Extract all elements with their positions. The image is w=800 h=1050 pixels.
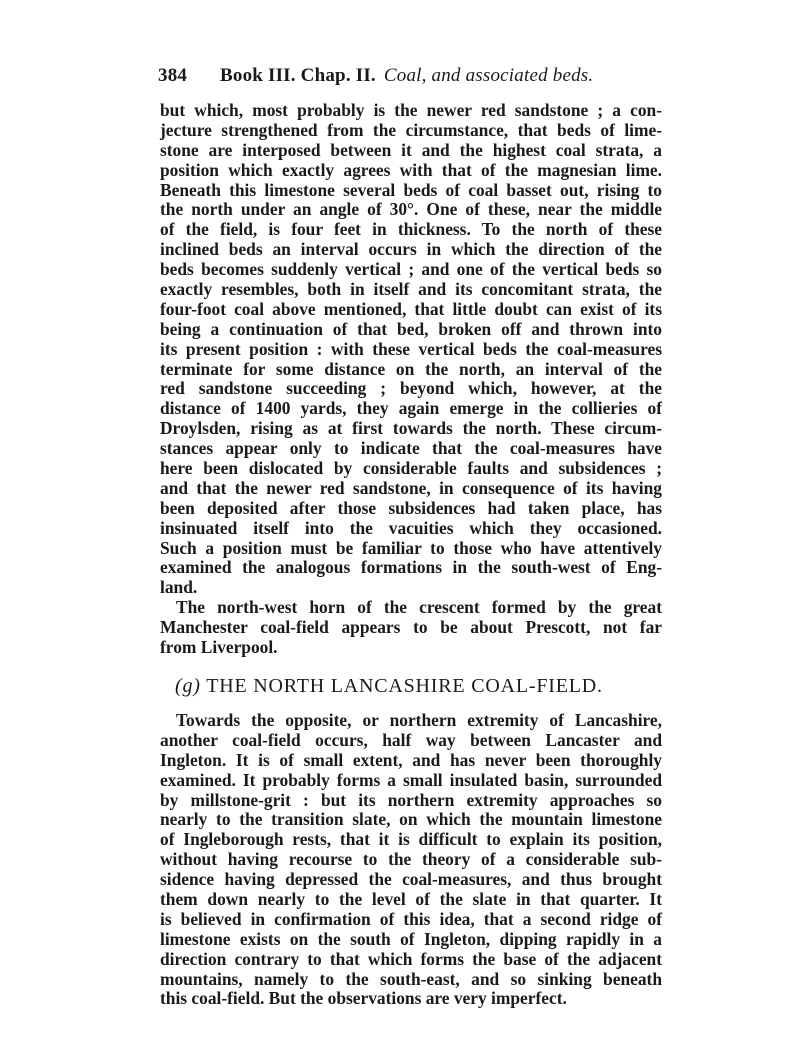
text-line: another coal-field occurs, half way between Lancaster and: [160, 729, 662, 750]
text-line: The north-west horn of the crescent formed by the great: [176, 597, 662, 618]
text-line: Ingleton. It is of small extent, and has never been thoroughly: [160, 749, 662, 770]
text-line: jecture strengthened from the circumstance, that beds of lime-: [160, 119, 662, 140]
text-line: stone are interposed between it and the highest coal strata, a: [160, 139, 662, 160]
text-line: mountains, namely to the south-east, and so sinking beneath: [160, 968, 662, 989]
text-line: of the field, is four feet in thickness. To the north of these: [160, 219, 662, 240]
text-line: from Liverpool.: [160, 637, 278, 658]
text-line: nearly to the transition slate, on which the mountain limestone: [160, 809, 662, 830]
paragraph-prescott: [160, 598, 662, 658]
section-heading-title: THE NORTH LANCASHIRE COAL-FIELD.: [206, 675, 603, 697]
text-line: inclined beds an interval occurs in which the direction of the: [160, 239, 662, 260]
book-chapter-label: Book III. Chap. II.: [220, 65, 376, 86]
section-heading-label: (g): [175, 675, 201, 697]
text-line: by millstone-grit : but its northern extremity approaches so: [160, 789, 662, 810]
text-line: distance of 1400 yards, they again emerge in the collieries of: [160, 398, 662, 419]
text-line: insinuated itself into the vacuities which they occasioned.: [160, 517, 662, 538]
text-line: this coal-field. But the observations are very imperfect.: [160, 988, 567, 1009]
text-line: been deposited after those subsidences had taken place, has: [160, 497, 662, 518]
text-line: limestone exists on the south of Ingleton, dipping rapidly in a: [160, 928, 662, 949]
text-line: sidence having depressed the coal-measures, and thus brought: [160, 869, 662, 890]
text-line: being a continuation of that bed, broken off and thrown into: [160, 318, 662, 339]
text-line: Towards the opposite, or northern extremity of Lancashire,: [176, 710, 662, 730]
text-line: Manchester coal-field appears to be about Prescott, not far: [160, 617, 662, 638]
text-line: its present position : with these vertical beds the coal-measures: [160, 338, 662, 359]
text-line: is believed in confirmation of this idea, that a second ridge of: [160, 908, 662, 929]
paragraph-north-lancashire: [160, 711, 662, 1009]
text-line: examined. It probably forms a small insulated basin, surrounded: [160, 769, 662, 790]
text-line: and that the newer red sandstone, in consequence of its having: [160, 477, 662, 498]
text-line: Such a position must be familiar to those who have attentively: [160, 537, 662, 558]
text-line: terminate for some distance on the north, an interval of the: [160, 358, 662, 379]
text-line: position which exactly agrees with that of the magnesian lime.: [160, 159, 662, 180]
text-line: the north under an angle of 30°. One of these, near the middle: [160, 199, 662, 220]
text-line: them down nearly to the level of the slate in that quarter. It: [160, 889, 662, 910]
text-line: exactly resembles, both in itself and its concomitant strata, the: [160, 279, 662, 300]
page-number: 384: [158, 65, 188, 86]
text-line: land.: [160, 577, 198, 598]
running-section-title: Coal, and associated beds.: [383, 65, 594, 86]
text-line: four-foot coal above mentioned, that little doubt can exist of its: [160, 298, 662, 319]
section-heading: [175, 673, 655, 699]
text-line: examined the analogous formations in the south-west of Eng-: [160, 557, 662, 578]
text-line: stances appear only to indicate that the coal-measures have: [160, 438, 662, 459]
text-line: but which, most probably is the newer red sandstone ; a con-: [160, 100, 662, 120]
text-line: red sandstone succeeding ; beyond which, however, at the: [160, 378, 662, 399]
text-line: here been dislocated by considerable faults and subsidences ;: [160, 458, 662, 479]
text-line: Beneath this limestone several beds of coal basset out, rising to: [160, 179, 662, 200]
text-line: without having recourse to the theory of a considerable sub-: [160, 849, 662, 870]
text-block-upper: [160, 101, 662, 658]
paragraph-continued: [160, 101, 662, 598]
text-block-lower: [160, 711, 662, 1009]
text-line: beds becomes suddenly vertical ; and one of the vertical beds so: [160, 259, 662, 280]
text-line: of Ingleborough rests, that it is difficult to explain its position,: [160, 829, 662, 850]
text-line: Droylsden, rising as at first towards the north. These circum-: [160, 418, 662, 439]
text-line: direction contrary to that which forms the base of the adjacent: [160, 948, 662, 969]
running-head: [158, 64, 668, 88]
